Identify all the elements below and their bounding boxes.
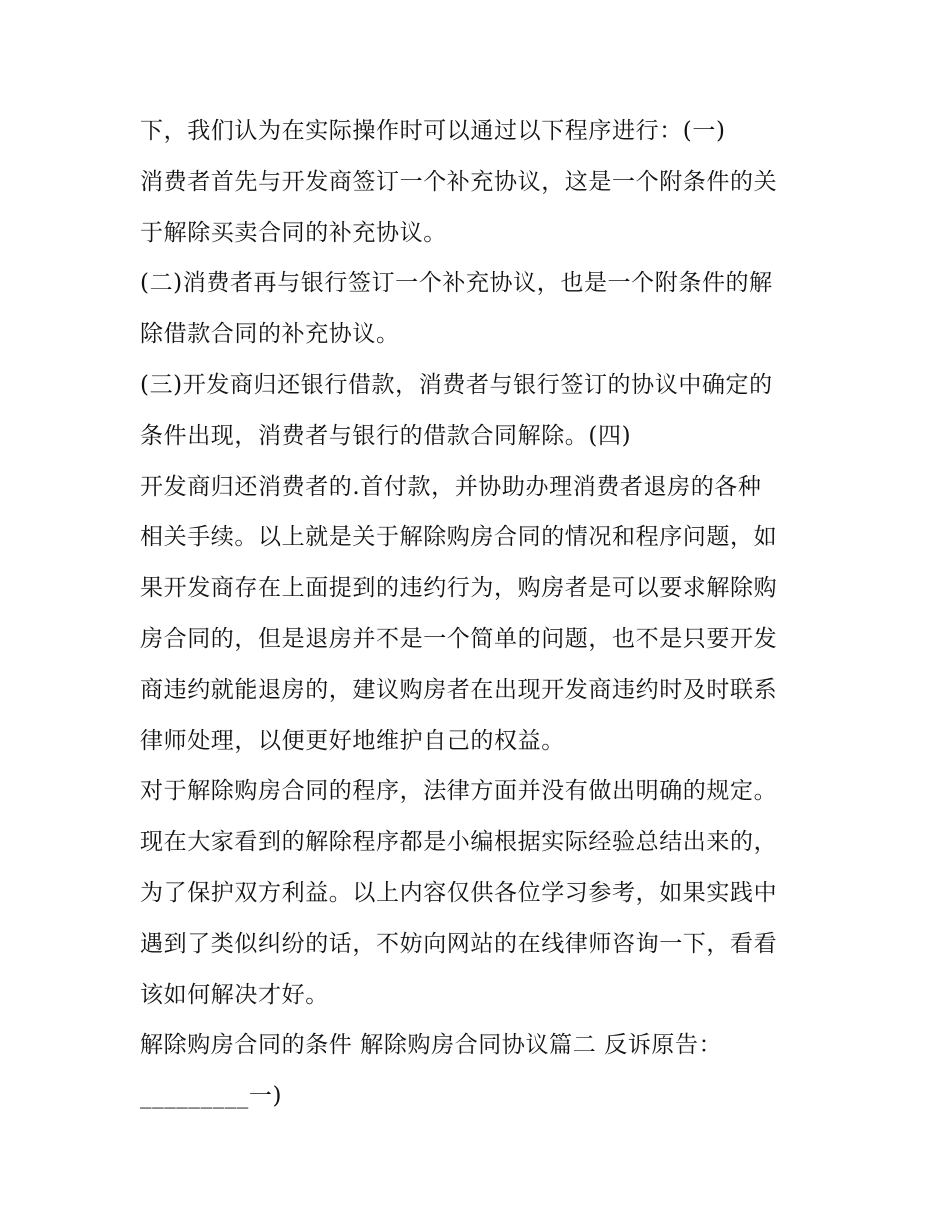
text-line: 除借款合同的补充协议。 bbox=[140, 321, 400, 348]
text-line: 该如何解决才好。 bbox=[140, 981, 329, 1008]
text-line: 相关手续。以上就是关于解除购房合同的情况和程序问题，如 bbox=[140, 524, 778, 551]
text-line: 果开发商存在上面提到的违约行为，购房者是可以要求解除购 bbox=[140, 575, 778, 602]
text-line: 为了保护双方利益。以上内容仅供各位学习参考，如果实践中 bbox=[140, 879, 778, 906]
text-line: _________一) bbox=[140, 1083, 283, 1110]
text-line: 条件出现，消费者与银行的借款合同解除。(四) bbox=[140, 422, 632, 449]
text-line: 房合同的，但是退房并不是一个简单的问题，也不是只要开发 bbox=[140, 625, 778, 652]
text-line: (三)开发商归还银行借款，消费者与银行签订的协议中确定的 bbox=[140, 371, 773, 398]
text-line: (二)消费者再与银行签订一个补充协议，也是一个附条件的解 bbox=[140, 270, 773, 297]
text-line: 开发商归还消费者的.首付款，并协助办理消费者退房的各种 bbox=[140, 473, 762, 500]
text-line: 商违约就能退房的，建议购房者在出现开发商违约时及时联系 bbox=[140, 676, 778, 703]
text-line: 现在大家看到的解除程序都是小编根据实际经验总结出来的， bbox=[140, 829, 778, 856]
text-line: 遇到了类似纠纷的话，不妨向网站的在线律师咨询一下，看看 bbox=[140, 930, 778, 957]
document-body bbox=[140, 106, 830, 1122]
text-line: 下，我们认为在实际操作时可以通过以下程序进行：(一) bbox=[140, 118, 726, 144]
text-line: 解除购房合同的条件 解除购房合同协议篇二 反诉原告： bbox=[140, 1032, 723, 1059]
text-line: 对于解除购房合同的程序，法律方面并没有做出明确的规定。 bbox=[140, 778, 778, 805]
text-line: 消费者首先与开发商签订一个补充协议，这是一个附条件的关 bbox=[140, 168, 778, 195]
text-line: 律师处理，以便更好地维护自己的权益。 bbox=[140, 727, 565, 754]
text-line: 于解除买卖合同的补充协议。 bbox=[140, 219, 447, 246]
